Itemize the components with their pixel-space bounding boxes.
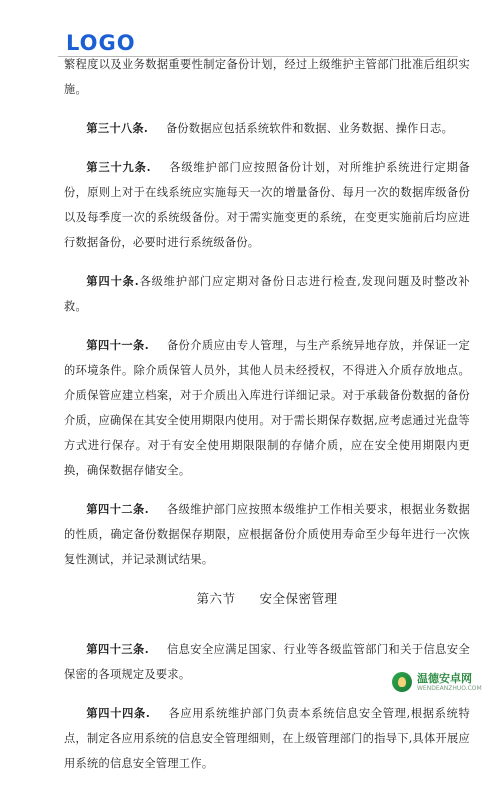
article-42 [64,497,470,572]
section-heading [64,586,470,611]
paragraph-text: 繁程度以及业务数据重要性制定备份计划，经过上级维护主管部门批准后组织实施。 [64,58,470,96]
article-44 [64,701,470,776]
logo: LOGO [66,31,136,55]
section-title: 安全保密管理 [259,591,338,606]
article-38 [64,116,470,141]
article-41 [64,333,470,483]
watermark-label [417,673,482,692]
paragraph-text: 各级维护部门应定期对备份日志进行检查,发现问题及时整改补救。 [64,275,470,313]
paragraph-text: 各应用系统维护部门负责本系统信息安全管理,根据系统特点，制定各应用系统的信息安全管理细则，在上级管理部门的指导下,具体开展应用系统的信息安全管理工作。 [64,707,470,770]
article-number: 第三十九条. [86,160,151,174]
paragraph-continuation [64,52,470,102]
article-number: 第三十八条. [86,121,149,135]
site-logo-icon [392,672,412,692]
article-number: 第四十三条. [86,642,149,656]
article-40 [64,269,470,319]
paragraph-text: 各级维护部门应按照本级维护工作相关要求，根据业务数据的性质，确定备份数据保存期限，应根据备份介质使用寿命至少每年进行一次恢复性测试，并记录测试结果。 [64,503,470,566]
paragraph-text: 备份介质应由专人管理，与生产系统异地存放，并保证一定的环境条件。除介质保管人员外，其他人员未经授权，不得进入介质存放地点。介质保管应建立档案，对于介质出入库进行详细记录。对于承载备份数据的备份介质，应确保在其安全使用期限内使用。对于需长期保存数据,应考虑通过光盘等方式进行保存。对于有安全使用期限限制的存储介质，应在安全使用期限内更换，确保数据存储安全。 [64,339,470,477]
paragraph-text: 备份数据应包括系统软件和数据、业务数据、操作日志。 [165,122,454,135]
article-number: 第四十四条. [86,706,151,720]
paragraph-text: 信息安全应满足国家、行业等各级监管部门和关于信息安全保密的各项规定及要求。 [64,643,470,681]
article-number: 第四十二条. [86,502,149,516]
section-number: 第六节 [196,591,236,606]
article-number: 第四十条. [86,274,139,288]
site-watermark [392,668,488,696]
watermark-text: 温德安卓网 [417,671,472,685]
article-39 [64,155,470,255]
article-number: 第四十一条. [86,338,149,352]
watermark-subtext: WENDEANZHUO.COM [417,684,482,692]
paragraph-text: 各级维护部门应按照备份计划，对所维护系统进行定期备份，原则上对于在线系统应实施每天一次的增量备份、每月一次的数据库级备份以及每季度一次的系统级备份。对于需实施变更的系统，在变更实施前后均应进行数据备份，必要时进行系统级备份。 [64,161,470,249]
